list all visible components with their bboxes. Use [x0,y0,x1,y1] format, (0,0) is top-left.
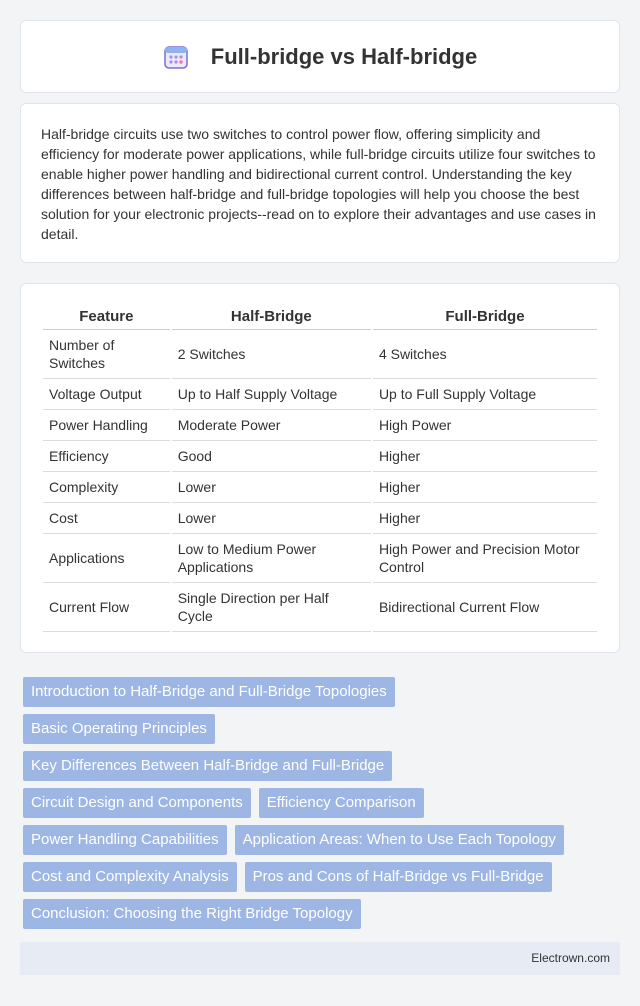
table-row [43,503,597,534]
intro-text: Half-bridge circuits use two switches to control power flow, offering simplicity and efficiency for moderate power applications, while full-bridge circuits utilize four switches to enable higher power handling and bidirectional current control. Understanding the key differences between half-bridge and full-bridge topologies will help you choose the best solution for your electronic projects--read on to explore their advantages and use cases in detail. [41,126,596,242]
topic-row [23,862,623,892]
table-cell: Lower [172,472,371,503]
table-cell: High Power and Precision Motor Control [373,534,597,583]
comparison-table [41,304,599,632]
footer [20,942,620,975]
table-cell: Voltage Output [43,379,170,410]
table-cell: Higher [373,441,597,472]
topic-row [23,751,623,781]
table-row [43,534,597,583]
table-cell: High Power [373,410,597,441]
table-cell: 4 Switches [373,330,597,379]
table-row [43,330,597,379]
header-card [20,20,620,93]
topic-row [23,677,623,707]
topic-link-application-areas[interactable]: Application Areas: When to Use Each Topology [235,825,564,855]
topic-link-cost-complexity[interactable]: Cost and Complexity Analysis [23,862,237,892]
footer-site-name: Electrown.com [531,951,610,965]
table-row [43,379,597,410]
page-title: Full-bridge vs Half-bridge [210,43,478,69]
table-row [43,472,597,503]
table-cell: Up to Half Supply Voltage [172,379,371,410]
topic-row [23,714,623,744]
table-cell: Current Flow [43,583,170,632]
table-cell: Complexity [43,472,170,503]
intro-card [20,103,620,263]
table-cell: Single Direction per Half Cycle [172,583,371,632]
table-cell: Up to Full Supply Voltage [373,379,597,410]
table-header-row [43,304,597,330]
topic-row [23,788,623,818]
comparison-table-card [20,283,620,653]
table-cell: Cost [43,503,170,534]
table-cell: Power Handling [43,410,170,441]
column-header-feature: Feature [43,304,170,330]
table-cell: Moderate Power [172,410,371,441]
table-cell: Higher [373,503,597,534]
table-row [43,441,597,472]
column-header-full-bridge: Full-Bridge [373,304,597,330]
topic-row [23,899,623,929]
topic-link-introduction[interactable]: Introduction to Half-Bridge and Full-Bridge Topologies [23,677,395,707]
table-cell: Applications [43,534,170,583]
topic-link-circuit-design[interactable]: Circuit Design and Components [23,788,251,818]
table-cell: Efficiency [43,441,170,472]
table-cell: 2 Switches [172,330,371,379]
topic-link-power-handling[interactable]: Power Handling Capabilities [23,825,227,855]
table-row [43,583,597,632]
table-cell: Bidirectional Current Flow [373,583,597,632]
topic-link-efficiency[interactable]: Efficiency Comparison [259,788,424,818]
table-cell: Lower [172,503,371,534]
topic-links [23,677,623,936]
topic-link-basic-principles[interactable]: Basic Operating Principles [23,714,215,744]
topic-row [23,825,623,855]
topic-link-key-differences[interactable]: Key Differences Between Half-Bridge and Full-Bridge [23,751,392,781]
topic-link-conclusion[interactable]: Conclusion: Choosing the Right Bridge Topology [23,899,361,929]
table-cell: Number of Switches [43,330,170,379]
table-cell: Low to Medium Power Applications [172,534,371,583]
table-cell: Good [172,441,371,472]
column-header-half-bridge: Half-Bridge [172,304,371,330]
topic-link-pros-cons[interactable]: Pros and Cons of Half-Bridge vs Full-Bridge [245,862,552,892]
table-cell: Higher [373,472,597,503]
calendar-grid-icon [163,44,189,70]
table-row [43,410,597,441]
